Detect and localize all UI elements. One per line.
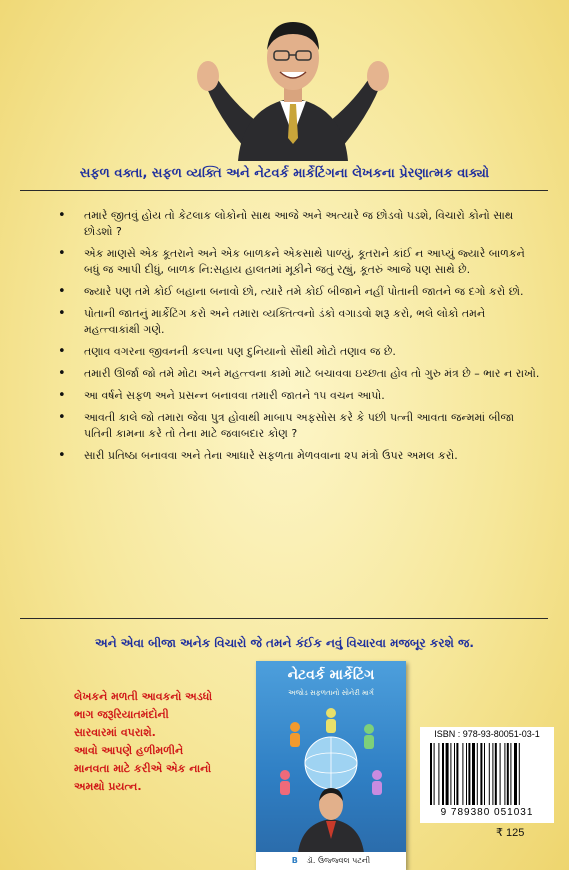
quote-item: • જ્યારે પણ તમે કોઈ બહાના બનાવો છો, ત્યારે તમે કોઈ બીજાને નહીં પોતાની જાતને જ દગો કરો છો. xyxy=(0,284,569,300)
barcode-bars xyxy=(428,743,546,805)
quote-item: • એક માણસે એક કૂતરાને અને એક બાળકને એકસાથે પાળ્યું, કૂતરાને કાંઈ ન આપ્યું જ્યારે બાળકને બધું જ આપી દીધું, બાળક નિ:સહાય હાલતમાં મૂકીને જતું રહ્યું, કૂતરું આજે પણ સાથે છે. xyxy=(0,246,569,278)
barcode-bar xyxy=(466,743,467,805)
quote-item: • આ વર્ષને સફળ અને પ્રસન્ન બનાવવા તમારી જાતને ૧૫ વચન આપો. xyxy=(0,388,569,404)
quote-item: • સારી પ્રતિષ્ઠા બનાવવા અને તેના આધારે સફળતા મેળવવાના ૨૫ મંત્રો ઉપર અમલ કરો. xyxy=(0,448,569,464)
quote-item: • તમારે જીતવું હોય તો કેટલાક લોકોનો સાથ આજે અને અત્યારે જ છોડવો પડશે, વિચારો કોનો સાથ છોડશો ? xyxy=(0,208,569,240)
book-title: નેટવર્ક માર્કેટિંગ xyxy=(287,667,375,683)
barcode-bar xyxy=(434,743,435,805)
barcode-bar xyxy=(507,743,509,805)
quote-item: • આવતી કાલે જો તમારા જેવા પુત્ર હોવાથી માબાપ અફસોસ કરે કે પછી પત્ની આવતા જન્મમાં બીજા પતિની કામના કરે તો તેના માટે જવાબદાર કોણ ? xyxy=(0,410,569,442)
barcode-bar xyxy=(442,743,444,805)
barcode-block xyxy=(420,727,554,823)
price-label: ₹ 125 xyxy=(496,827,525,839)
barcode-bar xyxy=(454,743,455,805)
barcode-bar xyxy=(510,743,511,805)
tagline: અને એવા બીજા અનેક વિચારો જે તમને કંઈક નવું વિચારવા મજબૂર કરશે જ. xyxy=(95,636,474,650)
barcode-bar xyxy=(504,743,505,805)
barcode-bar xyxy=(519,743,520,805)
book-author-name: ડૉ. ઉજ્જ્વલ પટની xyxy=(306,856,371,865)
divider-bottom xyxy=(20,618,548,619)
barcode-bar xyxy=(492,743,493,805)
barcode-bar xyxy=(462,743,463,805)
quote-item: • પોતાની જાતનું માર્કેટિંગ કરો અને તમારા વ્યક્તિત્વનો ડંકો વગાડવો શરૂ કરો, ભલે લોકો તમને મહત્ત્વાકાંક્ષી ગણે. xyxy=(0,306,569,338)
barcode-bar xyxy=(484,743,485,805)
book-author-figure xyxy=(294,779,368,853)
publisher-mark: B xyxy=(291,856,298,865)
book-author xyxy=(256,852,406,870)
headline: સફળ વક્તા, સફળ વ્યક્તિ અને નેટવર્ક માર્કેટિંગના લેખકના પ્રેરણાત્મક વાક્યો xyxy=(79,166,490,181)
charity-note-line: અમથો પ્રયત્ન. xyxy=(74,780,142,793)
barcode-digits: 9 789380 051031 xyxy=(440,807,534,818)
book-subtitle: અજોડ સફળતાનો સોનેરી માર્ગ xyxy=(288,689,374,697)
barcode-bar xyxy=(500,743,501,805)
quote-item: • તમારી ઊર્જા જો તમે મોટા અને મહત્ત્વના કામો માટે બચાવવા ઇચ્છતા હોવ તો ગુરુ મંત્ર છે – ભાર ન રાખો. xyxy=(0,366,569,382)
charity-note-line: માનવતા માટે કરીએ એક નાનો xyxy=(74,762,212,775)
divider-top xyxy=(20,190,548,191)
barcode-bar xyxy=(468,743,470,805)
author-photo xyxy=(188,6,398,161)
barcode-bar xyxy=(495,743,497,805)
charity-note-line: ભાગ જરૂરિયાતમંદોની xyxy=(74,708,169,721)
barcode-bar xyxy=(450,743,451,805)
barcode-bar xyxy=(514,743,517,805)
barcode-bar xyxy=(456,743,458,805)
barcode-bar xyxy=(489,743,490,805)
charity-note-line: આવો આપણે હળીમળીને xyxy=(74,744,184,757)
quote-item: • તણાવ વગરના જીવનની કલ્પના પણ દુનિયાનો સૌથી મોટો તણાવ જ છે. xyxy=(0,344,569,360)
barcode-bar xyxy=(430,743,432,805)
barcode-bar xyxy=(477,743,478,805)
isbn-label: ISBN : 978-93-80051-03-1 xyxy=(434,729,540,739)
barcode-bar xyxy=(480,743,482,805)
barcode-bar xyxy=(472,743,475,805)
charity-note xyxy=(74,688,224,796)
quote-list xyxy=(0,208,569,470)
book-cover-thumbnail xyxy=(256,661,406,870)
barcode-bar xyxy=(446,743,449,805)
charity-note-line: લેખકને મળતી આવકનો અડધો xyxy=(74,690,213,703)
charity-note-line: સારવારમાં વપરાશે. xyxy=(74,726,156,739)
barcode-bar xyxy=(438,743,439,805)
